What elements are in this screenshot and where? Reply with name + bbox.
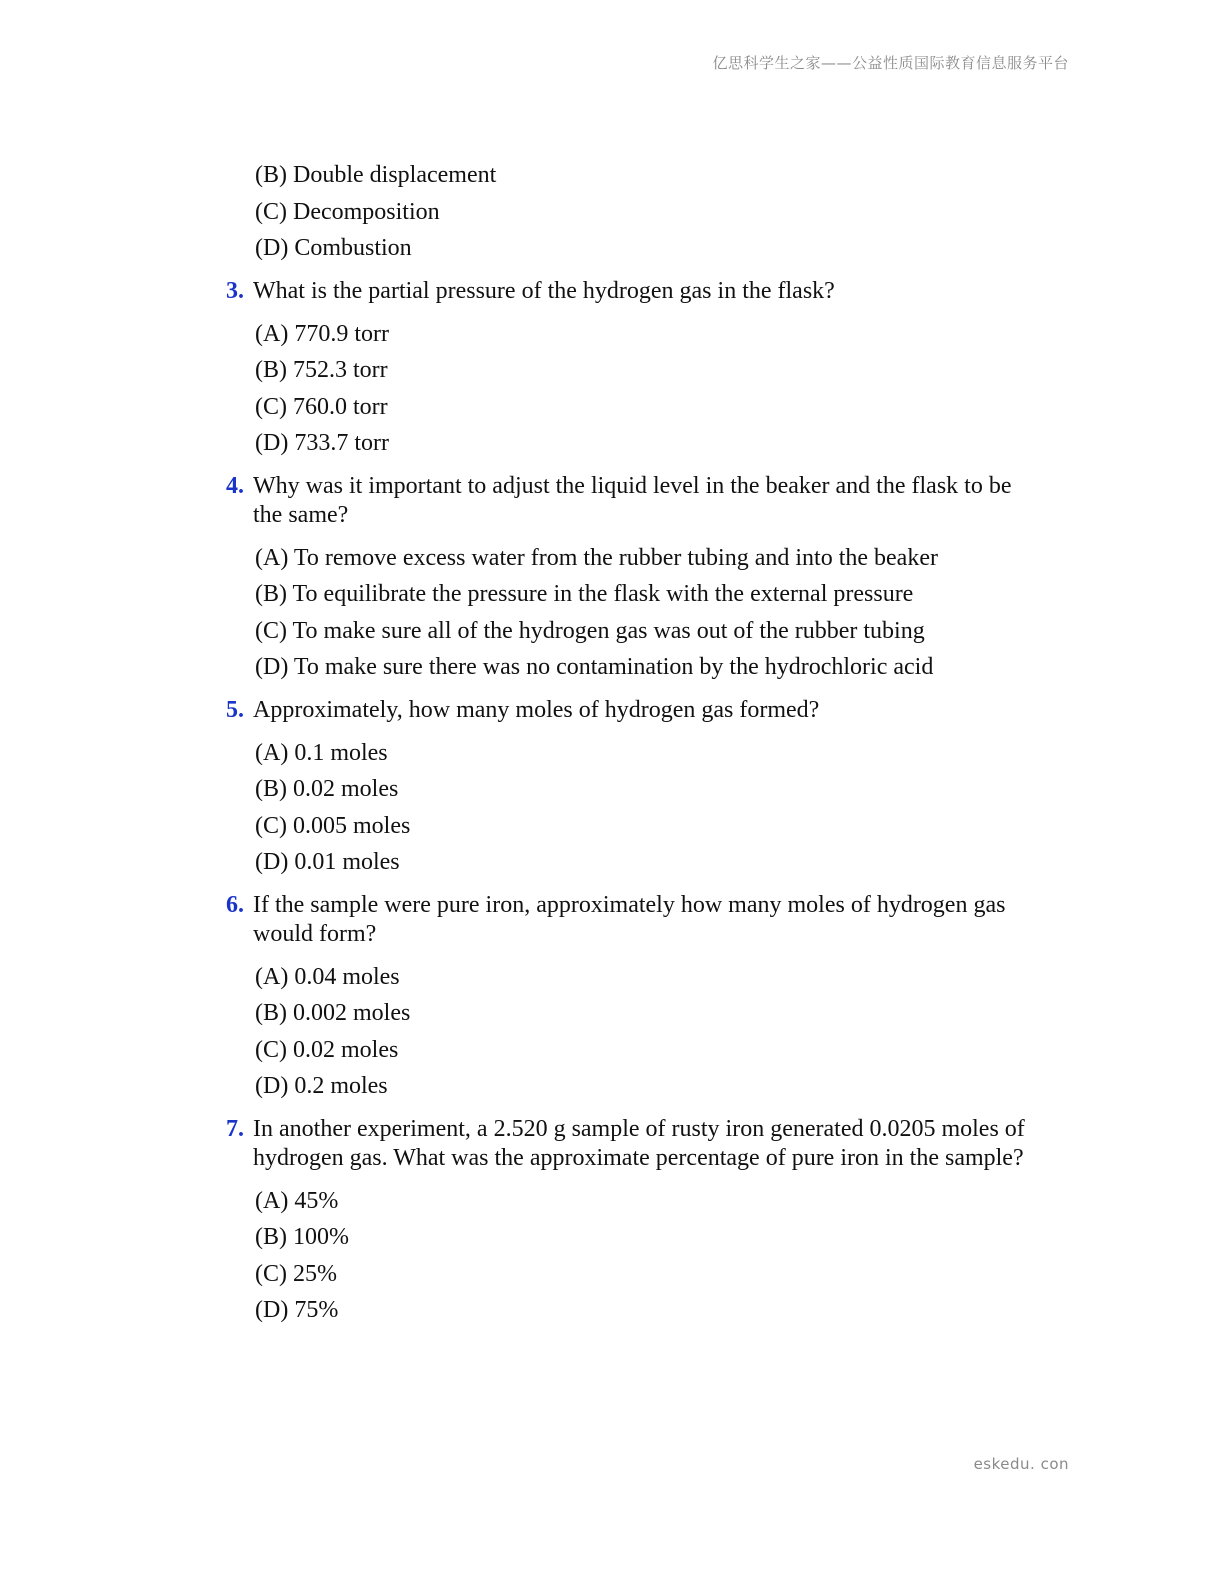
answer-option: (A) 0.1 moles	[255, 739, 388, 766]
answer-option: (C) 0.005 moles	[255, 812, 411, 839]
answer-option: (C) Decomposition	[255, 198, 440, 225]
question-3	[226, 277, 1046, 306]
question-6	[226, 891, 1046, 949]
answer-option: (C) 0.02 moles	[255, 1036, 399, 1063]
question-text: Why was it important to adjust the liquid level in the beaker and the flask to be the same?	[253, 472, 1012, 528]
answer-option: (D) 0.01 moles	[255, 849, 400, 875]
question-7	[226, 1115, 1046, 1173]
question-list	[226, 157, 1046, 1329]
answer-option: (D) To make sure there was no contamination by the hydrochloric acid	[255, 654, 934, 680]
page-footer: eskedu. con	[973, 1455, 1069, 1473]
answer-option: (B) Double displacement	[255, 162, 497, 188]
question-6-options	[226, 959, 1046, 1105]
answer-option: (A) 45%	[255, 1187, 339, 1214]
answer-option: (B) 0.002 moles	[255, 1000, 411, 1026]
page-header: 亿思科学生之家——公益性质国际教育信息服务平台	[712, 54, 1069, 72]
answer-option: (D) 0.2 moles	[255, 1073, 388, 1099]
answer-option: (A) To remove excess water from the rubber tubing and into the beaker	[255, 544, 938, 571]
answer-option: (D) Combustion	[255, 235, 412, 261]
answer-option: (B) 752.3 torr	[255, 357, 388, 383]
question-7-options	[226, 1183, 1046, 1329]
question-number: 7.	[226, 1115, 244, 1142]
question-text: What is the partial pressure of the hydrogen gas in the flask?	[253, 277, 835, 304]
question-4-options	[226, 540, 1046, 686]
answer-option: (C) To make sure all of the hydrogen gas was out of the rubber tubing	[255, 617, 925, 644]
answer-option: (B) 100%	[255, 1224, 349, 1250]
question-3-options	[226, 316, 1046, 462]
question-number: 5.	[226, 696, 244, 723]
answer-option: (B) 0.02 moles	[255, 776, 399, 802]
question-5-options	[226, 735, 1046, 881]
answer-option: (C) 25%	[255, 1260, 337, 1287]
question-number: 3.	[226, 277, 244, 304]
question-number: 4.	[226, 472, 244, 499]
answer-option: (C) 760.0 torr	[255, 393, 388, 420]
question-text: Approximately, how many moles of hydrogen gas formed?	[253, 696, 820, 723]
answer-option: (B) To equilibrate the pressure in the flask with the external pressure	[255, 581, 914, 607]
answer-option: (A) 0.04 moles	[255, 963, 400, 990]
question-number: 6.	[226, 891, 244, 918]
question-5	[226, 696, 1046, 725]
answer-option: (D) 733.7 torr	[255, 430, 389, 456]
question-text: In another experiment, a 2.520 g sample of rusty iron generated 0.0205 moles of hydrogen gas. What was the approximate percentage of pure iron in the sample?	[253, 1115, 1025, 1171]
question-text: If the sample were pure iron, approximately how many moles of hydrogen gas would form?	[253, 891, 1006, 947]
answer-option: (A) 770.9 torr	[255, 320, 389, 347]
answer-option: (D) 75%	[255, 1297, 339, 1323]
continued-options	[226, 157, 1046, 267]
question-4	[226, 472, 1046, 530]
